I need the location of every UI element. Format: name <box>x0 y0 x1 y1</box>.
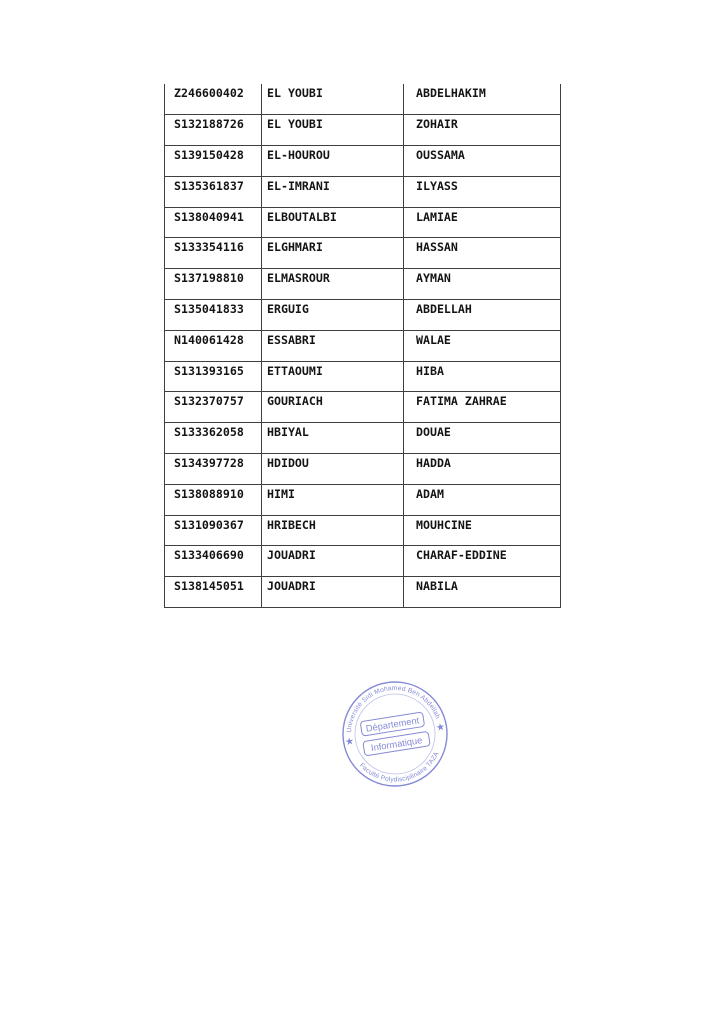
table-row <box>165 515 561 546</box>
cell-first-name: AYMAN <box>404 269 561 300</box>
department-stamp <box>321 660 470 809</box>
cell-first-name: ZOHAIR <box>404 115 561 146</box>
table-row <box>165 546 561 577</box>
table-row <box>165 115 561 146</box>
cell-student-id: S137198810 <box>165 269 262 300</box>
stamp-seal-graphic <box>321 660 470 809</box>
cell-first-name: ABDELLAH <box>404 300 561 331</box>
cell-last-name: EL-HOUROU <box>262 146 404 177</box>
cell-first-name: CHARAF-EDDINE <box>404 546 561 577</box>
cell-first-name: ILYASS <box>404 176 561 207</box>
star-icon: ★ <box>435 721 446 734</box>
table-row <box>165 361 561 392</box>
cell-first-name: HIBA <box>404 361 561 392</box>
table-row <box>165 423 561 454</box>
table-row <box>165 84 561 115</box>
cell-first-name: ABDELHAKIM <box>404 84 561 115</box>
stamp-arc-top-text: Université Sidi Mohamed Ben Abdellah <box>345 684 442 733</box>
cell-student-id: S139150428 <box>165 146 262 177</box>
cell-last-name: JOUADRI <box>262 577 404 608</box>
table-row <box>165 454 561 485</box>
table-row <box>165 207 561 238</box>
cell-student-id: S131393165 <box>165 361 262 392</box>
stamp-center-box-2 <box>363 731 430 756</box>
star-icon: ★ <box>344 736 356 749</box>
cell-last-name: GOURIACH <box>262 392 404 423</box>
cell-student-id: S135041833 <box>165 300 262 331</box>
cell-last-name: ERGUIG <box>262 300 404 331</box>
cell-last-name: HRIBECH <box>262 515 404 546</box>
stamp-arc-bottom-text: Faculté Polydisciplinaire TAZA <box>357 750 441 784</box>
cell-last-name: ELGHMARI <box>262 238 404 269</box>
table-row <box>165 146 561 177</box>
table-row <box>165 238 561 269</box>
cell-student-id: S131090367 <box>165 515 262 546</box>
stamp-informatique-label: Informatique <box>370 735 423 754</box>
cell-first-name: OUSSAMA <box>404 146 561 177</box>
cell-last-name: HBIYAL <box>262 423 404 454</box>
cell-student-id: S133362058 <box>165 423 262 454</box>
cell-first-name: NABILA <box>404 577 561 608</box>
table-row <box>165 484 561 515</box>
cell-last-name: ESSABRI <box>262 330 404 361</box>
cell-last-name: EL YOUBI <box>262 84 404 115</box>
cell-student-id: S133406690 <box>165 546 262 577</box>
cell-student-id: S132370757 <box>165 392 262 423</box>
cell-student-id: S135361837 <box>165 176 262 207</box>
cell-last-name: HIMI <box>262 484 404 515</box>
student-table <box>164 84 561 608</box>
cell-last-name: ELMASROUR <box>262 269 404 300</box>
stamp-department-label: Département <box>365 715 420 734</box>
cell-last-name: ELBOUTALBI <box>262 207 404 238</box>
cell-student-id: Z246600402 <box>165 84 262 115</box>
table-row <box>165 577 561 608</box>
stamp-outer-circle <box>336 675 455 794</box>
student-table-body <box>165 84 561 608</box>
table-row <box>165 269 561 300</box>
cell-last-name: EL YOUBI <box>262 115 404 146</box>
table-row <box>165 330 561 361</box>
cell-first-name: WALAE <box>404 330 561 361</box>
cell-student-id: N140061428 <box>165 330 262 361</box>
cell-first-name: HASSAN <box>404 238 561 269</box>
cell-last-name: EL-IMRANI <box>262 176 404 207</box>
cell-student-id: S138040941 <box>165 207 262 238</box>
cell-student-id: S133354116 <box>165 238 262 269</box>
cell-first-name: LAMIAE <box>404 207 561 238</box>
cell-first-name: DOUAE <box>404 423 561 454</box>
cell-student-id: S132188726 <box>165 115 262 146</box>
cell-last-name: ETTAOUMI <box>262 361 404 392</box>
cell-first-name: ADAM <box>404 484 561 515</box>
table-row <box>165 176 561 207</box>
table-row <box>165 392 561 423</box>
cell-first-name: MOUHCINE <box>404 515 561 546</box>
cell-first-name: FATIMA ZAHRAE <box>404 392 561 423</box>
cell-last-name: HDIDOU <box>262 454 404 485</box>
table-row <box>165 300 561 331</box>
cell-student-id: S138088910 <box>165 484 262 515</box>
cell-last-name: JOUADRI <box>262 546 404 577</box>
stamp-center-box-1 <box>360 712 424 736</box>
cell-student-id: S138145051 <box>165 577 262 608</box>
cell-student-id: S134397728 <box>165 454 262 485</box>
cell-first-name: HADDA <box>404 454 561 485</box>
